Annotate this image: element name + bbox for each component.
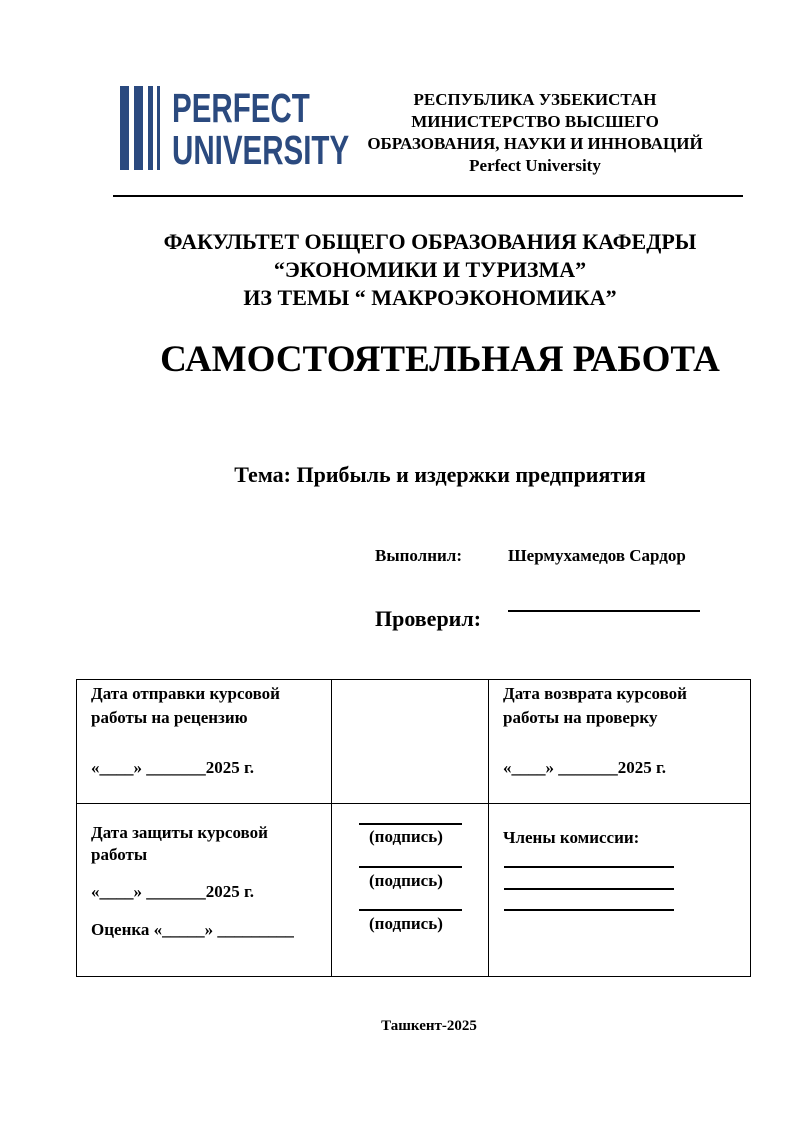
- table-divider: [77, 803, 750, 804]
- signature-label: (подпись): [369, 871, 443, 890]
- institution-header: [340, 89, 730, 177]
- document-title: САМОСТОЯТЕЛЬНАЯ РАБОТА: [160, 339, 720, 380]
- header-ministry: МИНИСТЕРСТВО ВЫСШЕГО: [411, 112, 659, 131]
- header-divider: [113, 195, 743, 197]
- return-date-label-1: Дата возврата курсовой: [503, 684, 687, 703]
- footer-city-year: Ташкент-2025: [381, 1018, 477, 1034]
- header-university: Perfect University: [469, 156, 601, 175]
- student-name: Шермухамедов Сардор: [508, 546, 686, 565]
- checker-signature-line: [508, 610, 700, 612]
- return-date-value: «____» _______2025 г.: [503, 758, 667, 777]
- logo-text-perfect: PERFECT: [172, 85, 310, 131]
- signature-label: (подпись): [369, 827, 443, 846]
- commission-line: [504, 888, 674, 890]
- signature-line: [359, 909, 462, 911]
- faculty-line: ФАКУЛЬТЕТ ОБЩЕГО ОБРАЗОВАНИЯ КАФЕДРЫ: [163, 229, 697, 254]
- performed-label: Выполнил:: [375, 546, 463, 565]
- defense-date-label-1: Дата защиты курсовой: [91, 823, 268, 842]
- signature-line: [359, 866, 462, 868]
- grade-field: Оценка «_____» _________: [91, 920, 294, 939]
- send-date-label-1: Дата отправки курсовой: [91, 684, 280, 703]
- defense-date-label-2: работы: [91, 845, 148, 864]
- table-divider: [331, 680, 332, 976]
- logo-text-university: UNIVERSITY: [172, 127, 350, 173]
- topic-line: Тема: Прибыль и издержки предприятия: [234, 462, 646, 487]
- send-date-label-2: работы на рецензию: [91, 708, 248, 727]
- department-line: “ЭКОНОМИКИ И ТУРИЗМА”: [273, 257, 587, 282]
- return-date-label-2: работы на проверку: [503, 708, 658, 727]
- header-country: РЕСПУБЛИКА УЗБЕКИСТАН: [413, 90, 657, 109]
- table-divider: [488, 680, 489, 976]
- send-date-value: «____» _______2025 г.: [91, 758, 255, 777]
- header-ministry-cont: ОБРАЗОВАНИЯ, НАУКИ И ИННОВАЦИЙ: [367, 134, 703, 153]
- checked-label: Проверил:: [375, 606, 482, 631]
- review-table: [76, 679, 751, 977]
- signature-label: (подпись): [369, 914, 443, 933]
- defense-date-value: «____» _______2025 г.: [91, 882, 255, 901]
- commission-line: [504, 909, 674, 911]
- commission-label: Члены комиссии:: [503, 828, 640, 847]
- subject-line: ИЗ ТЕМЫ “ МАКРОЭКОНОМИКА”: [243, 285, 617, 310]
- commission-line: [504, 866, 674, 868]
- university-logo: [120, 85, 350, 173]
- faculty-block: [80, 228, 780, 312]
